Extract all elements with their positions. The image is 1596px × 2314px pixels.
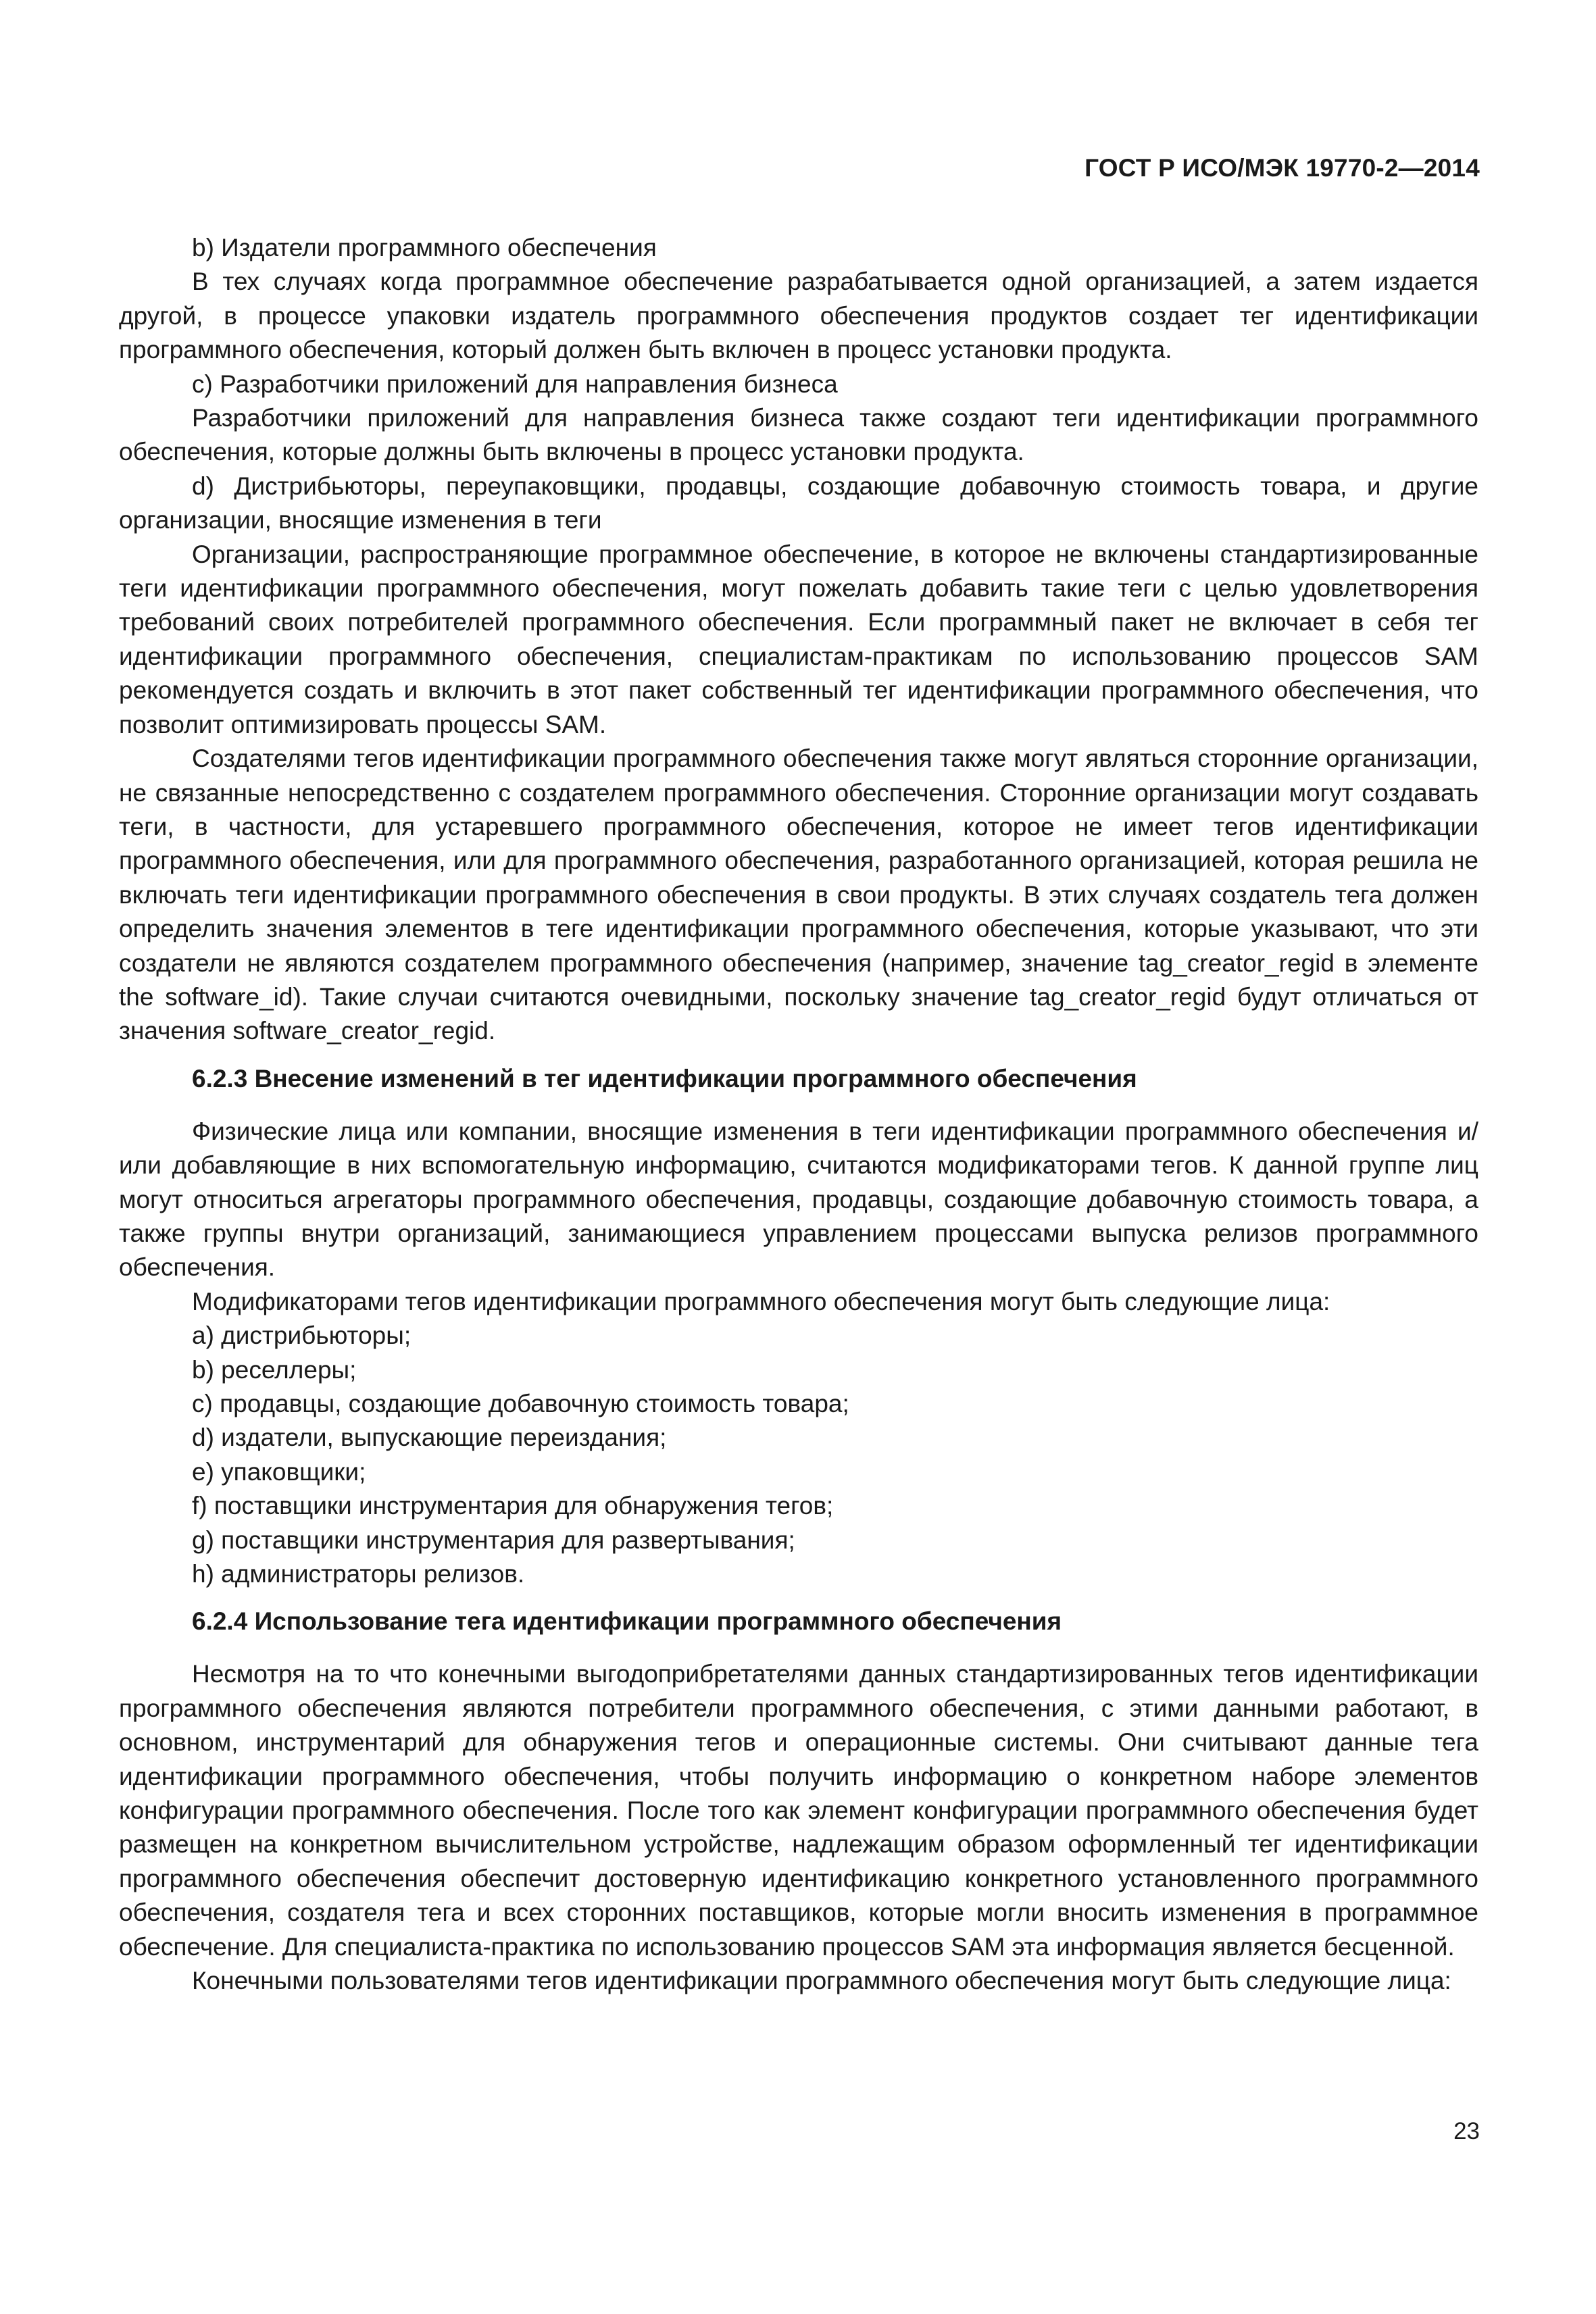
list-item-publishers: b) Издатели программного обеспечения (192, 234, 657, 261)
list-item: е) упаковщики; (192, 1457, 366, 1486)
paragraph: Несмотря на то что конечными выгодоприбретателями данных стандартизированных тегов идентификации программного обеспечения являются потребители программного обеспечения, с этими данными работают, в основном, инструментарий для обнаружения тегов и операционные системы. Они считывают данные тега идентификации программного обеспечения, чтобы получить информацию о конкретном наборе элементов конфигурации программного обеспечения. После того как элемент конфигурации программного обеспечения будет размещен на конкретном вычислительном устройстве, надлежащим образом оформленный тег идентификации программного обеспечения обеспечит достоверную идентификацию конкретного установленного программного обеспечения, создателя тега и всех сторонних поставщиков, которые могли вносить изменения в программное обеспечение. Для специалиста-практика по использованию процессов SAM эта информация является бесценной. (119, 1660, 1478, 1961)
document-body (119, 231, 1478, 1998)
page-number: 23 (1453, 2118, 1480, 2144)
paragraph: Конечными пользователями тегов идентификации программного обеспечения могут быть следующие лица: (192, 1967, 1451, 1995)
paragraph: Модификаторами тегов идентификации программного обеспечения могут быть следующие лица: (192, 1287, 1330, 1315)
list-item-distributors: d) Дистрибьюторы, переупаковщики, продавцы, создающие добавочную стоимость товара, и другие организации, вносящие изменения в теги (119, 472, 1478, 534)
section-heading-6-2-4: 6.2.4 Использование тега идентификации программного обеспечения (192, 1607, 1062, 1636)
list-item-business-developers: с) Разработчики приложений для направления бизнеса (192, 370, 838, 398)
paragraph: В тех случаях когда программное обеспечение разрабатывается одной организацией, а затем издается другой, в процессе упаковки издатель программного обеспечения продуктов создает тег идентификации программного обеспечения, который должен быть включен в процесс установки продукта. (119, 268, 1478, 364)
list-item: а) дистрибьюторы; (192, 1322, 412, 1350)
list-item: g) поставщики инструментария для развертывания; (192, 1526, 795, 1554)
paragraph: Создателями тегов идентификации программного обеспечения также могут являться сторонние организации, не связанные непосредственно с создателем программного обеспечения. Сторонние организации могут создавать теги, в частности, для устаревшего программного обеспечения, которое не имеет тегов идентификации программного обеспечения, или для программного обеспечения, разработанного организацией, которая решила не включать теги идентификации программного обеспечения в свои продукты. В этих случаях создатель тега должен определить значения элементов в теге идентификации программного обеспечения, которые указывают, что эти создатели не являются создателем программного обеспечения (например, значение tag_creator_regid в элементе the software_id). Такие случаи считаются очевидными, поскольку значение tag_creator_regid будут отличаться от значения software_creator_regid. (119, 745, 1478, 1045)
list-item: f) поставщики инструментария для обнаружения тегов; (192, 1492, 834, 1520)
paragraph: Организации, распространяющие программное обеспечение, в которое не включены стандартизированные теги идентификации программного обеспечения, могут пожелать добавить такие теги с целью удовлетворения требований своих потребителей программного обеспечения. Если программный пакет не включает в себя тег идентификации программного обеспечения, специалистам-практикам по использованию процессов SAM рекомендуется создать и включить в этот пакет собственный тег идентификации программного обеспечения, что позволит оптимизировать процессы SAM. (119, 540, 1478, 738)
paragraph: Разработчики приложений для направления бизнеса также создают теги идентификации программного обеспечения, которые должны быть включены в процесс установки продукта. (119, 404, 1478, 466)
section-heading-6-2-3: 6.2.3 Внесение изменений в тег идентификации программного обеспечения (192, 1064, 1137, 1092)
list-item: b) реселлеры; (192, 1355, 357, 1384)
list-item: d) издатели, выпускающие переиздания; (192, 1424, 667, 1452)
paragraph: Физические лица или компании, вносящие изменения в теги идентификации программного обеспечения и/или добавляющие в них вспомогательную информацию, считаются модификаторами тегов. К данной группе лиц могут относиться агрегаторы программного обеспечения, продавцы, создающие добавочную стоимость товара, а также группы внутри организаций, занимающиеся управлением процессами выпуска релизов программного обеспечения. (119, 1117, 1478, 1282)
document-header: ГОСТ Р ИСО/МЭК 19770-2—2014 (1084, 154, 1480, 182)
list-item: h) администраторы релизов. (192, 1560, 525, 1588)
list-item: с) продавцы, создающие добавочную стоимость товара; (192, 1390, 849, 1417)
